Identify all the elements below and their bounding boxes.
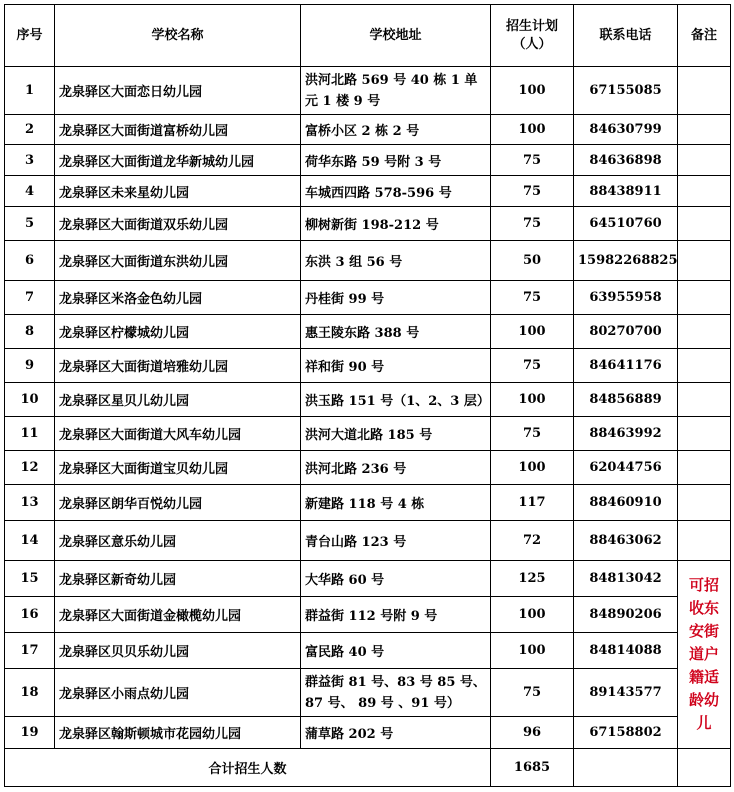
row-name: 龙泉驿区新奇幼儿园 [55,561,301,597]
total-empty-phone [574,749,678,787]
row-plan: 100 [491,315,574,349]
row-plan: 100 [491,597,574,633]
row-phone: 84814088 [574,633,678,669]
row-remark [678,383,731,417]
table-row [5,207,731,241]
row-remark [678,281,731,315]
row-phone: 84856889 [574,383,678,417]
row-no: 11 [5,417,55,451]
row-phone: 80270700 [574,315,678,349]
row-name: 龙泉驿区小雨点幼儿园 [55,669,301,717]
row-plan: 75 [491,281,574,315]
row-plan: 100 [491,67,574,115]
row-name: 龙泉驿区大面街道双乐幼儿园 [55,207,301,241]
row-address: 洪玉路 151 号（1、2、3 层） [301,383,491,417]
row-remark [678,67,731,115]
row-plan: 96 [491,717,574,749]
row-phone: 89143577 [574,669,678,717]
row-no: 3 [5,145,55,176]
table-row [5,241,731,281]
table-row [5,383,731,417]
row-address: 富民路 40 号 [301,633,491,669]
row-no: 16 [5,597,55,633]
row-phone: 15982268825 [574,241,678,281]
header-address: 学校地址 [301,5,491,67]
row-name: 龙泉驿区大面街道金橄榄幼儿园 [55,597,301,633]
row-name: 龙泉驿区未来星幼儿园 [55,176,301,207]
row-name: 龙泉驿区意乐幼儿园 [55,521,301,561]
header-plan-line1: 招生计划 [505,18,558,34]
table-row [5,451,731,485]
row-phone: 64510760 [574,207,678,241]
row-no: 15 [5,561,55,597]
row-name: 龙泉驿区大面街道培雅幼儿园 [55,349,301,383]
kindergarten-enrollment-table [4,4,731,787]
row-phone: 88438911 [574,176,678,207]
row-phone: 88463992 [574,417,678,451]
row-plan: 50 [491,241,574,281]
row-no: 1 [5,67,55,115]
row-name: 龙泉驿区大面街道大风车幼儿园 [55,417,301,451]
row-plan: 75 [491,207,574,241]
row-remark [678,241,731,281]
row-address: 群益街 112 号附 9 号 [301,597,491,633]
row-plan: 100 [491,451,574,485]
row-address: 洪河北路 569 号 40 栋 1 单元 1 楼 9 号 [301,67,491,115]
row-address: 群益街 81 号、83 号 85 号、87 号、 89 号 、91 号） [301,669,491,717]
table-row [5,315,731,349]
row-name: 龙泉驿区大面街道富桥幼儿园 [55,115,301,145]
table-row [5,597,731,633]
row-name: 龙泉驿区米洛金色幼儿园 [55,281,301,315]
row-address: 洪河北路 236 号 [301,451,491,485]
header-remark: 备注 [678,5,731,67]
row-address: 祥和街 90 号 [301,349,491,383]
row-no: 4 [5,176,55,207]
row-plan: 125 [491,561,574,597]
table-row [5,633,731,669]
row-remark [678,451,731,485]
row-phone: 88460910 [574,485,678,521]
row-address: 青台山路 123 号 [301,521,491,561]
row-address: 丹桂街 99 号 [301,281,491,315]
row-name: 龙泉驿区朗华百悦幼儿园 [55,485,301,521]
row-address: 洪河大道北路 185 号 [301,417,491,451]
row-phone: 67155085 [574,67,678,115]
row-no: 19 [5,717,55,749]
row-plan: 100 [491,633,574,669]
row-phone: 84636898 [574,145,678,176]
row-name: 龙泉驿区大面街道宝贝幼儿园 [55,451,301,485]
remark-note: 可招收东安街道户籍适龄幼儿 [678,561,731,749]
row-remark [678,417,731,451]
row-address: 东洪 3 组 56 号 [301,241,491,281]
header-plan [491,5,574,67]
row-phone: 84890206 [574,597,678,633]
row-plan: 72 [491,521,574,561]
row-no: 17 [5,633,55,669]
row-remark [678,485,731,521]
row-name: 龙泉驿区大面恋日幼儿园 [55,67,301,115]
row-name: 龙泉驿区柠檬城幼儿园 [55,315,301,349]
row-plan: 75 [491,176,574,207]
row-phone: 84630799 [574,115,678,145]
row-address: 蒲草路 202 号 [301,717,491,749]
row-name: 龙泉驿区翰斯顿城市花园幼儿园 [55,717,301,749]
row-phone: 63955958 [574,281,678,315]
table-row [5,115,731,145]
row-remark [678,315,731,349]
row-no: 9 [5,349,55,383]
row-phone: 67158802 [574,717,678,749]
header-no: 序号 [5,5,55,67]
row-plan: 100 [491,115,574,145]
row-no: 10 [5,383,55,417]
header-name: 学校名称 [55,5,301,67]
table-row [5,717,731,749]
row-remark [678,176,731,207]
row-phone: 88463062 [574,521,678,561]
total-label: 合计招生人数 [5,749,491,787]
row-phone: 62044756 [574,451,678,485]
table-row [5,417,731,451]
total-empty-remark [678,749,731,787]
row-name: 龙泉驿区星贝儿幼儿园 [55,383,301,417]
table-row [5,669,731,717]
table-row [5,485,731,521]
row-address: 柳树新街 198-212 号 [301,207,491,241]
row-address: 惠王陵东路 388 号 [301,315,491,349]
row-name: 龙泉驿区贝贝乐幼儿园 [55,633,301,669]
table-row [5,176,731,207]
header-plan-line2: （人） [512,36,552,52]
row-no: 8 [5,315,55,349]
row-plan: 75 [491,145,574,176]
row-plan: 75 [491,669,574,717]
row-name: 龙泉驿区大面街道东洪幼儿园 [55,241,301,281]
row-address: 大华路 60 号 [301,561,491,597]
header-row [5,5,731,67]
row-plan: 75 [491,349,574,383]
row-remark [678,115,731,145]
header-phone: 联系电话 [574,5,678,67]
total-row [5,749,731,787]
row-no: 18 [5,669,55,717]
table-row [5,349,731,383]
total-value: 1685 [491,749,574,787]
table-row [5,561,731,597]
row-address: 新建路 118 号 4 栋 [301,485,491,521]
table-row [5,67,731,115]
row-no: 6 [5,241,55,281]
row-no: 2 [5,115,55,145]
row-no: 12 [5,451,55,485]
row-remark [678,521,731,561]
table-row [5,521,731,561]
row-remark [678,207,731,241]
row-phone: 84813042 [574,561,678,597]
row-address: 富桥小区 2 栋 2 号 [301,115,491,145]
row-plan: 100 [491,383,574,417]
row-phone: 84641176 [574,349,678,383]
row-plan: 75 [491,417,574,451]
row-address: 荷华东路 59 号附 3 号 [301,145,491,176]
row-no: 5 [5,207,55,241]
row-address: 车城西四路 578-596 号 [301,176,491,207]
row-remark [678,349,731,383]
table-row [5,281,731,315]
row-no: 13 [5,485,55,521]
row-remark [678,145,731,176]
row-name: 龙泉驿区大面街道龙华新城幼儿园 [55,145,301,176]
row-no: 7 [5,281,55,315]
row-plan: 117 [491,485,574,521]
row-no: 14 [5,521,55,561]
table-row [5,145,731,176]
